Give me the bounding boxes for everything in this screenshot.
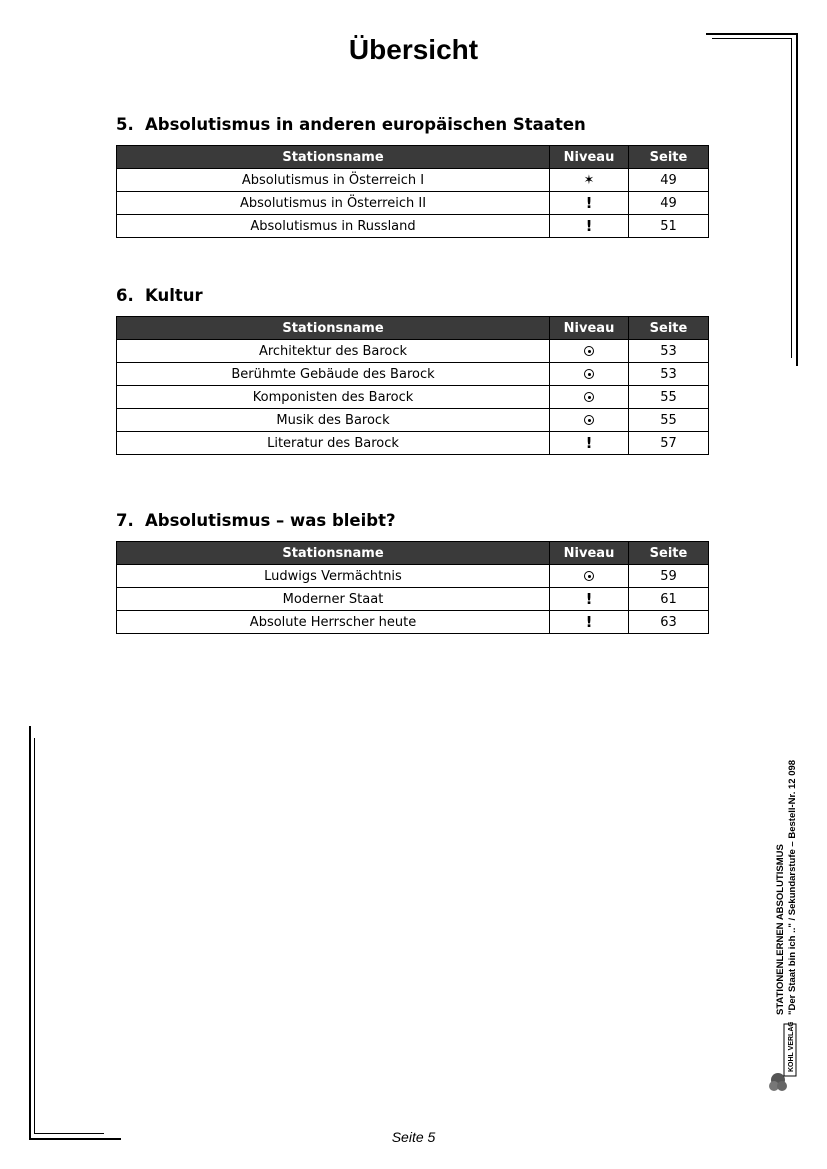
table-row — [117, 409, 709, 432]
table-row — [117, 611, 709, 634]
table-row — [117, 432, 709, 455]
circle-dot-icon — [584, 346, 594, 356]
page-number-cell: 59 — [629, 565, 709, 588]
page-number-cell: 57 — [629, 432, 709, 455]
header-niveau: Niveau — [550, 317, 629, 340]
circle-dot-icon — [584, 392, 594, 402]
frame-top-right-h2 — [712, 38, 792, 39]
section-heading — [116, 509, 708, 533]
section-title: Absolutismus – was bleibt? — [145, 511, 396, 530]
circle-dot-icon — [584, 369, 594, 379]
table-row — [117, 588, 709, 611]
station-name-cell: Musik des Barock — [117, 409, 550, 432]
section-7 — [116, 509, 708, 634]
header-seite: Seite — [629, 317, 709, 340]
level-cell — [550, 432, 629, 455]
page-footer: Seite 5 — [391, 1129, 436, 1145]
page-number-cell: 49 — [629, 169, 709, 192]
level-cell — [550, 340, 629, 363]
page-number-cell: 61 — [629, 588, 709, 611]
station-name-cell: Absolutismus in Österreich II — [117, 192, 550, 215]
circle-dot-icon — [584, 415, 594, 425]
table-row — [117, 192, 709, 215]
exclamation-icon: ! — [585, 613, 593, 631]
exclamation-icon: ! — [585, 194, 593, 212]
exclamation-icon: ! — [585, 217, 593, 235]
level-cell — [550, 192, 629, 215]
section-heading — [116, 284, 708, 308]
station-name-cell: Komponisten des Barock — [117, 386, 550, 409]
frame-right-v1 — [796, 33, 798, 366]
page-number-cell: 49 — [629, 192, 709, 215]
station-name-cell: Literatur des Barock — [117, 432, 550, 455]
level-cell — [550, 588, 629, 611]
exclamation-icon: ! — [585, 590, 593, 608]
page-number-cell: 55 — [629, 386, 709, 409]
header-niveau: Niveau — [550, 542, 629, 565]
section-heading — [116, 113, 708, 137]
logo-text: KOHL VERLAG — [788, 1022, 795, 1072]
station-name-cell: Moderner Staat — [117, 588, 550, 611]
station-name-cell: Absolutismus in Russland — [117, 215, 550, 238]
section-number: 7. — [116, 511, 134, 530]
station-name-cell: Architektur des Barock — [117, 340, 550, 363]
table-row — [117, 169, 709, 192]
level-cell — [550, 611, 629, 634]
page-number-cell: 53 — [629, 363, 709, 386]
page-number-cell: 55 — [629, 409, 709, 432]
page-number-cell: 51 — [629, 215, 709, 238]
stations-table — [116, 316, 709, 455]
header-stationsname: Stationsname — [117, 146, 550, 169]
sidebar-line-1: STATIONENLERNEN ABSOLUTISMUS — [775, 844, 786, 1015]
level-cell — [550, 565, 629, 588]
table-row — [117, 340, 709, 363]
table-row — [117, 386, 709, 409]
stations-table — [116, 145, 709, 238]
station-name-cell: Berühmte Gebäude des Barock — [117, 363, 550, 386]
sidebar-line-2: "Der Staat bin ich .." / Sekundarstufe – Bestell-Nr. 12 098 — [787, 759, 798, 1015]
level-cell — [550, 215, 629, 238]
header-seite: Seite — [629, 542, 709, 565]
level-cell — [550, 409, 629, 432]
table-row — [117, 363, 709, 386]
frame-left-v1 — [29, 726, 31, 1140]
station-name-cell: Absolute Herrscher heute — [117, 611, 550, 634]
station-name-cell: Absolutismus in Österreich I — [117, 169, 550, 192]
stations-table — [116, 541, 709, 634]
header-stationsname: Stationsname — [117, 317, 550, 340]
frame-top-right-h1 — [706, 33, 796, 35]
exclamation-icon: ! — [585, 434, 593, 452]
header-seite: Seite — [629, 146, 709, 169]
section-number: 6. — [116, 286, 134, 305]
section-title: Absolutismus in anderen europäischen Staaten — [145, 115, 586, 134]
sidebar-publisher-text — [775, 760, 799, 1015]
section-title: Kultur — [145, 286, 203, 305]
star-icon: ✶ — [583, 172, 595, 188]
header-niveau: Niveau — [550, 146, 629, 169]
station-name-cell: Ludwigs Vermächtnis — [117, 565, 550, 588]
section-number: 5. — [116, 115, 134, 134]
page-number-cell: 53 — [629, 340, 709, 363]
header-stationsname: Stationsname — [117, 542, 550, 565]
table-row — [117, 565, 709, 588]
table-row — [117, 215, 709, 238]
level-cell — [550, 386, 629, 409]
publisher-logo — [768, 1022, 798, 1094]
section-5 — [116, 113, 708, 238]
level-cell — [550, 363, 629, 386]
page-number-cell: 63 — [629, 611, 709, 634]
section-6 — [116, 284, 708, 455]
frame-left-v2 — [34, 738, 35, 1134]
frame-right-v2 — [791, 38, 792, 358]
circle-dot-icon — [584, 571, 594, 581]
page-title: Übersicht — [348, 34, 479, 65]
level-cell — [550, 169, 629, 192]
